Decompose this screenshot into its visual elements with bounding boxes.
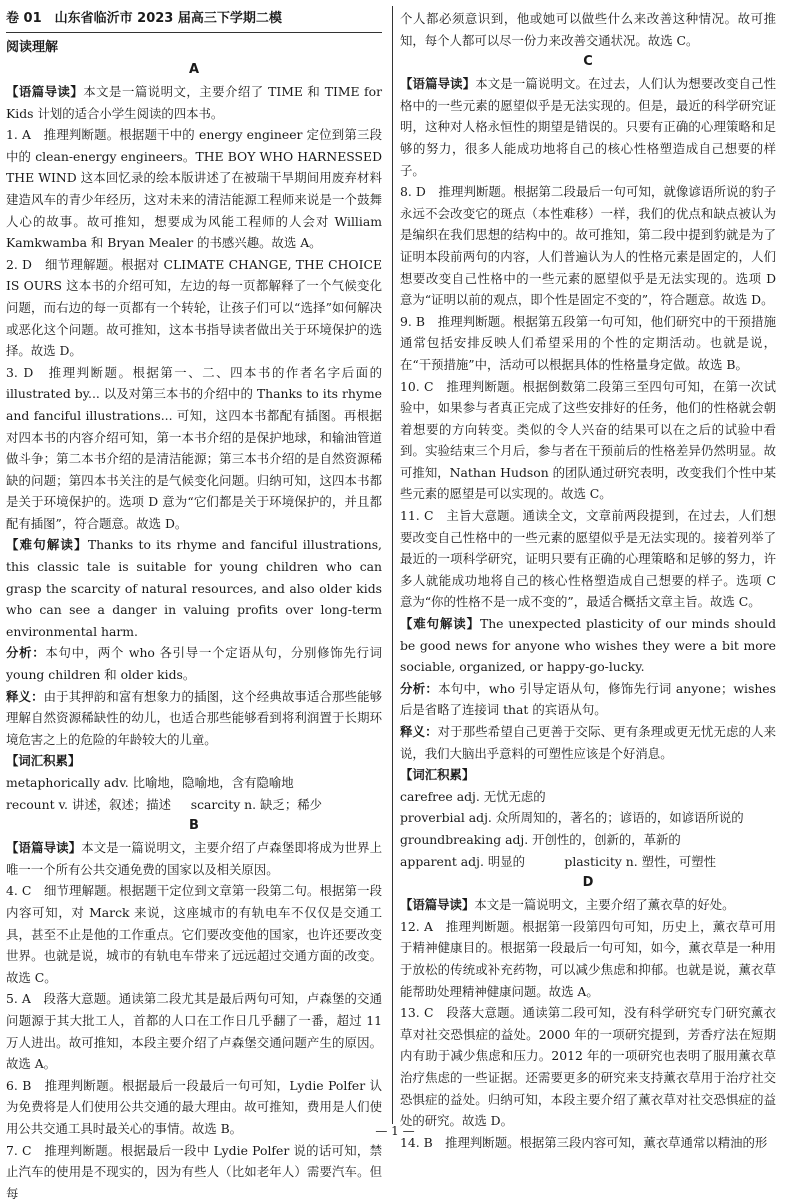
answer-q2: 2. D 细节理解题。根据对 CLIMATE CHANGE, THE CHOICE IS OURS 这本书的介绍可知，左边的每一页都解释了一个气候变化问题，而右边的每一页都有一个转轮，让孩子们可以“选择”如何解决或恶化这个问题。故可推知，这本书指导读者做出关于环境保护的选择。故选 D。 [6, 254, 382, 362]
page-number: — 1 — [0, 1124, 790, 1138]
part-a-heading: A [6, 59, 382, 81]
vocab-recount: recount v. 讲述，叙述；描述 [6, 794, 171, 816]
part-c-heading: C [400, 51, 776, 73]
paper-title: 卷 01 山东省临沂市 2023 届高三下学期二模 [6, 8, 382, 30]
vocab-plasticity: plasticity n. 塑性，可塑性 [564, 851, 716, 873]
answer-q8: 8. D 推理判断题。根据第二段最后一句可知，就像谚语所说的豹子永远不会改变它的斑点（本性难移）一样，我们的优点和缺点被认为是编织在我们思想的结构中的。故可推知，第二段中提到豹就是为了证明本段前两句的内容，人们普遍认为人的性格元素是固定的，人们想要改变自己性格中的一些元素的愿望似乎是无法实现的。选项 D 意为“证明以前的观点，即个性是固定不变的”，符合题意。故选 D。 [400, 181, 776, 311]
guide-tag: 【语篇导读】 [6, 84, 83, 99]
hard-text: Thanks to its rhyme and fanciful illustrations, this classic tale is suitable for young children who can grasp the scarcity of natural resources, and also older kids who can see a danger in valuing profits over long-term environmental harm. [6, 537, 382, 638]
c-vocab-2: proverbial adj. 众所周知的，著名的；谚语的，如谚语所说的 [400, 807, 776, 829]
c-analysis: 分析：本句中，who 引导定语从句，修饰先行词 anyone；wishes 后是省略了连接词 that 的宾语从句。 [400, 678, 776, 721]
answer-q4: 4. C 细节理解题。根据题干定位到文章第一段第二句。根据第一段内容可知，对 Marck 来说，这座城市的有轨电车不仅仅是交通工具，甚至不止是他的工作重点。它们要改变他的国家，也许还要改变世界。也就是说，城市的有轨电车带来了远远超过交通方面的改变。故选 C。 [6, 880, 382, 988]
answer-q12: 12. A 推理判断题。根据第一段第四句可知，历史上，薰衣草可用于精神健康目的。根据第一段最后一句可知，如今，薰衣草是一种用于放松的传统或补充药物，可以减少焦虑和抑郁。也就是说，薰衣草能帮助处理精神健康问题。故选 A。 [400, 916, 776, 1002]
guide-text: 本文是一篇说明文，主要介绍了 TIME 和 TIME for Kids 计划的适合小学生阅读的四本书。 [6, 84, 382, 121]
c-meaning: 释义：对于那些希望自己更善于交际、更有条理或更无忧无虑的人来说，我们大脑出乎意料的可塑性应该是个好消息。 [400, 721, 776, 764]
part-d-heading: D [400, 872, 776, 894]
a-vocab-1: metaphorically adv. 比喻地，隐喻地，含有隐喻地 [6, 772, 382, 794]
right-column [400, 8, 776, 1153]
c-vocab-tag: 【词汇积累】 [400, 764, 776, 786]
c-vocab-4 [400, 851, 776, 873]
answer-q11: 11. C 主旨大意题。通读全文，文章前两段提到，在过去，人们想要改变自己性格中的一些元素的愿望似乎是无法实现的。接着列举了最近的一项科学研究，证明只要有正确的心理策略和足够的努力，许多人就能成功地将自己的核心性格塑造成自己想要的样子。选项 C 意为“你的性格不是一成不变的”，最适合概括文章主旨。故选 C。 [400, 505, 776, 613]
a-hard-sentence [6, 534, 382, 642]
title-rule [6, 32, 382, 33]
answer-q13: 13. C 段落大意题。通读第二段可知，没有科学研究专门研究薰衣草对社交恐惧症的益处。2000 年的一项研究提到，芳香疗法在短期内有助于减少焦虑和压力。2012 年的一项研究也表明了服用薰衣草治疗焦虑的一些证据。还需要更多的研究来支持薰衣草用于治疗社交恐惧症的益处。归纳可知，本段主要介绍了薰衣草对社交恐惧症的益处的研究。故选 D。 [400, 1002, 776, 1132]
answer-q14: 14. B 推理判断题。根据第三段内容可知，薰衣草通常以精油的形 [400, 1132, 776, 1154]
answer-q7-continued: 个人都必须意识到，他或她可以做些什么来改善这种情况。故可推知，每个人都可以尽一份力来改善交通状况。故选 C。 [400, 8, 776, 51]
section-title: 阅读理解 [6, 37, 382, 59]
analysis-tag: 分析： [6, 645, 45, 660]
c-vocab-1: carefree adj. 无忧无虑的 [400, 786, 776, 808]
c-vocab-3: groundbreaking adj. 开创性的，创新的，革新的 [400, 829, 776, 851]
answer-q10: 10. C 推理判断题。根据倒数第二段第三至四句可知，在第一次试验中，如果参与者真正完成了这些安排好的任务，他们的性格就会朝着想要的方向转变。类似的令人兴奋的结果可以在之后的试验中看到。实验结束三个月后，参与者在干预前后的性格差异仍然明显。故可推知，Nathan Hudson 的团队通过研究表明，改变我们个性中某些元素的愿望是可以实现的。故选 C。 [400, 376, 776, 506]
vocab-scarcity: scarcity n. 缺乏；稀少 [191, 794, 322, 816]
meaning-text: 由于其押韵和富有想象力的插图，这个经典故事适合那些能够理解自然资源稀缺性的幼儿，也适合那些能够看到将利润置于长期环境危害之上的危险的年龄较大的儿童。 [6, 689, 382, 747]
d-guide: 【语篇导读】本文是一篇说明文，主要介绍了薰衣草的好处。 [400, 894, 776, 916]
answer-q6: 6. B 推理判断题。根据最后一段最后一句可知，Lydie Polfer 认为免费将是人们使用公共交通的最大理由。故可推知，费用是人们使用公共交通工具时最关心的事情。故选 B。 [6, 1075, 382, 1140]
a-meaning [6, 686, 382, 751]
a-vocab-2 [6, 794, 382, 816]
column-divider [392, 6, 393, 1124]
analysis-text: 本句中，两个 who 各引导一个定语从句，分别修饰先行词 young children 和 older kids。 [6, 645, 382, 682]
left-column [6, 8, 382, 1204]
answer-q7: 7. C 推理判断题。根据最后一段中 Lydie Polfer 说的话可知，禁止汽车的使用是不现实的，因为有些人（比如老年人）需要汽车。但每 [6, 1140, 382, 1204]
vocab-apparent: apparent adj. 明显的 [400, 851, 525, 873]
b-guide: 【语篇导读】本文是一篇说明文，主要介绍了卢森堡即将成为世界上唯一一个所有公共交通免费的国家以及相关原因。 [6, 837, 382, 880]
a-guide [6, 81, 382, 124]
answer-q9: 9. B 推理判断题。根据第五段第一句可知，他们研究中的干预措施通常包括安排反映人们希望采用的个性的定期活动。也就是说，在“干预措施”中，活动可以根据具体的性格量身定做。故选 B。 [400, 311, 776, 376]
c-guide: 【语篇导读】本文是一篇说明文。在过去，人们认为想要改变自己性格中的一些元素的愿望似乎是无法实现的。但是，最近的科学研究证明，这种对人格永恒性的期望是错误的。只要有正确的心理策略和足够的努力，很多人能成功地将自己的核心性格塑造成自己想要的样子。 [400, 73, 776, 181]
answer-q1: 1. A 推理判断题。根据题干中的 energy engineer 定位到第三段中的 clean-energy engineers。THE BOY WHO HARNESSED THE WIND 这本回忆录的绘本版讲述了在被瑞干旱期间用废弃材料建造风车的青少年经历，这对未来的清洁能源工程师来说是一个鼓舞人心的故事。故可推知，想要成为风能工程师的人会对 William Kamkwamba 和 Bryan Mealer 的书感兴趣。故选 A。 [6, 124, 382, 254]
answer-q5: 5. A 段落大意题。通读第二段尤其是最后两句可知，卢森堡的交通问题源于其大批工人，首都的人口在工作日几乎翻了一番，超过 11 万人进出。故可推知，本段主要介绍了卢森堡交通问题产生的原因。故选 A。 [6, 988, 382, 1074]
answer-q3: 3. D 推理判断题。根据第一、二、四本书的作者名字后面的 illustrated by... 以及对第三本书的介绍中的 Thanks to its rhyme and fanciful illustrations... 可知，这四本书都配有插图。再根据对四本书的内容介绍可知，第一本书介绍的是保护地球，和输油管道做斗争；第二本书介绍的是清洁能源；第三本书介绍的是自然资源稀缺的问题；第四本书关注的是气候变化问题。归纳可知，这四本书都是关于环境保护的。选项 D 意为“它们都是关于环境保护的，并且都配有插图”，符合题意。故选 D。 [6, 362, 382, 535]
c-hard-sentence: 【难句解读】The unexpected plasticity of our minds should be good news for anyone who wishes they were a bit more sociable, organized, or happy-go-lucky. [400, 613, 776, 678]
a-analysis [6, 642, 382, 685]
part-b-heading: B [6, 815, 382, 837]
hard-tag: 【难句解读】 [6, 537, 88, 552]
a-vocab-tag: 【词汇积累】 [6, 750, 382, 772]
meaning-tag: 释义： [6, 689, 44, 704]
